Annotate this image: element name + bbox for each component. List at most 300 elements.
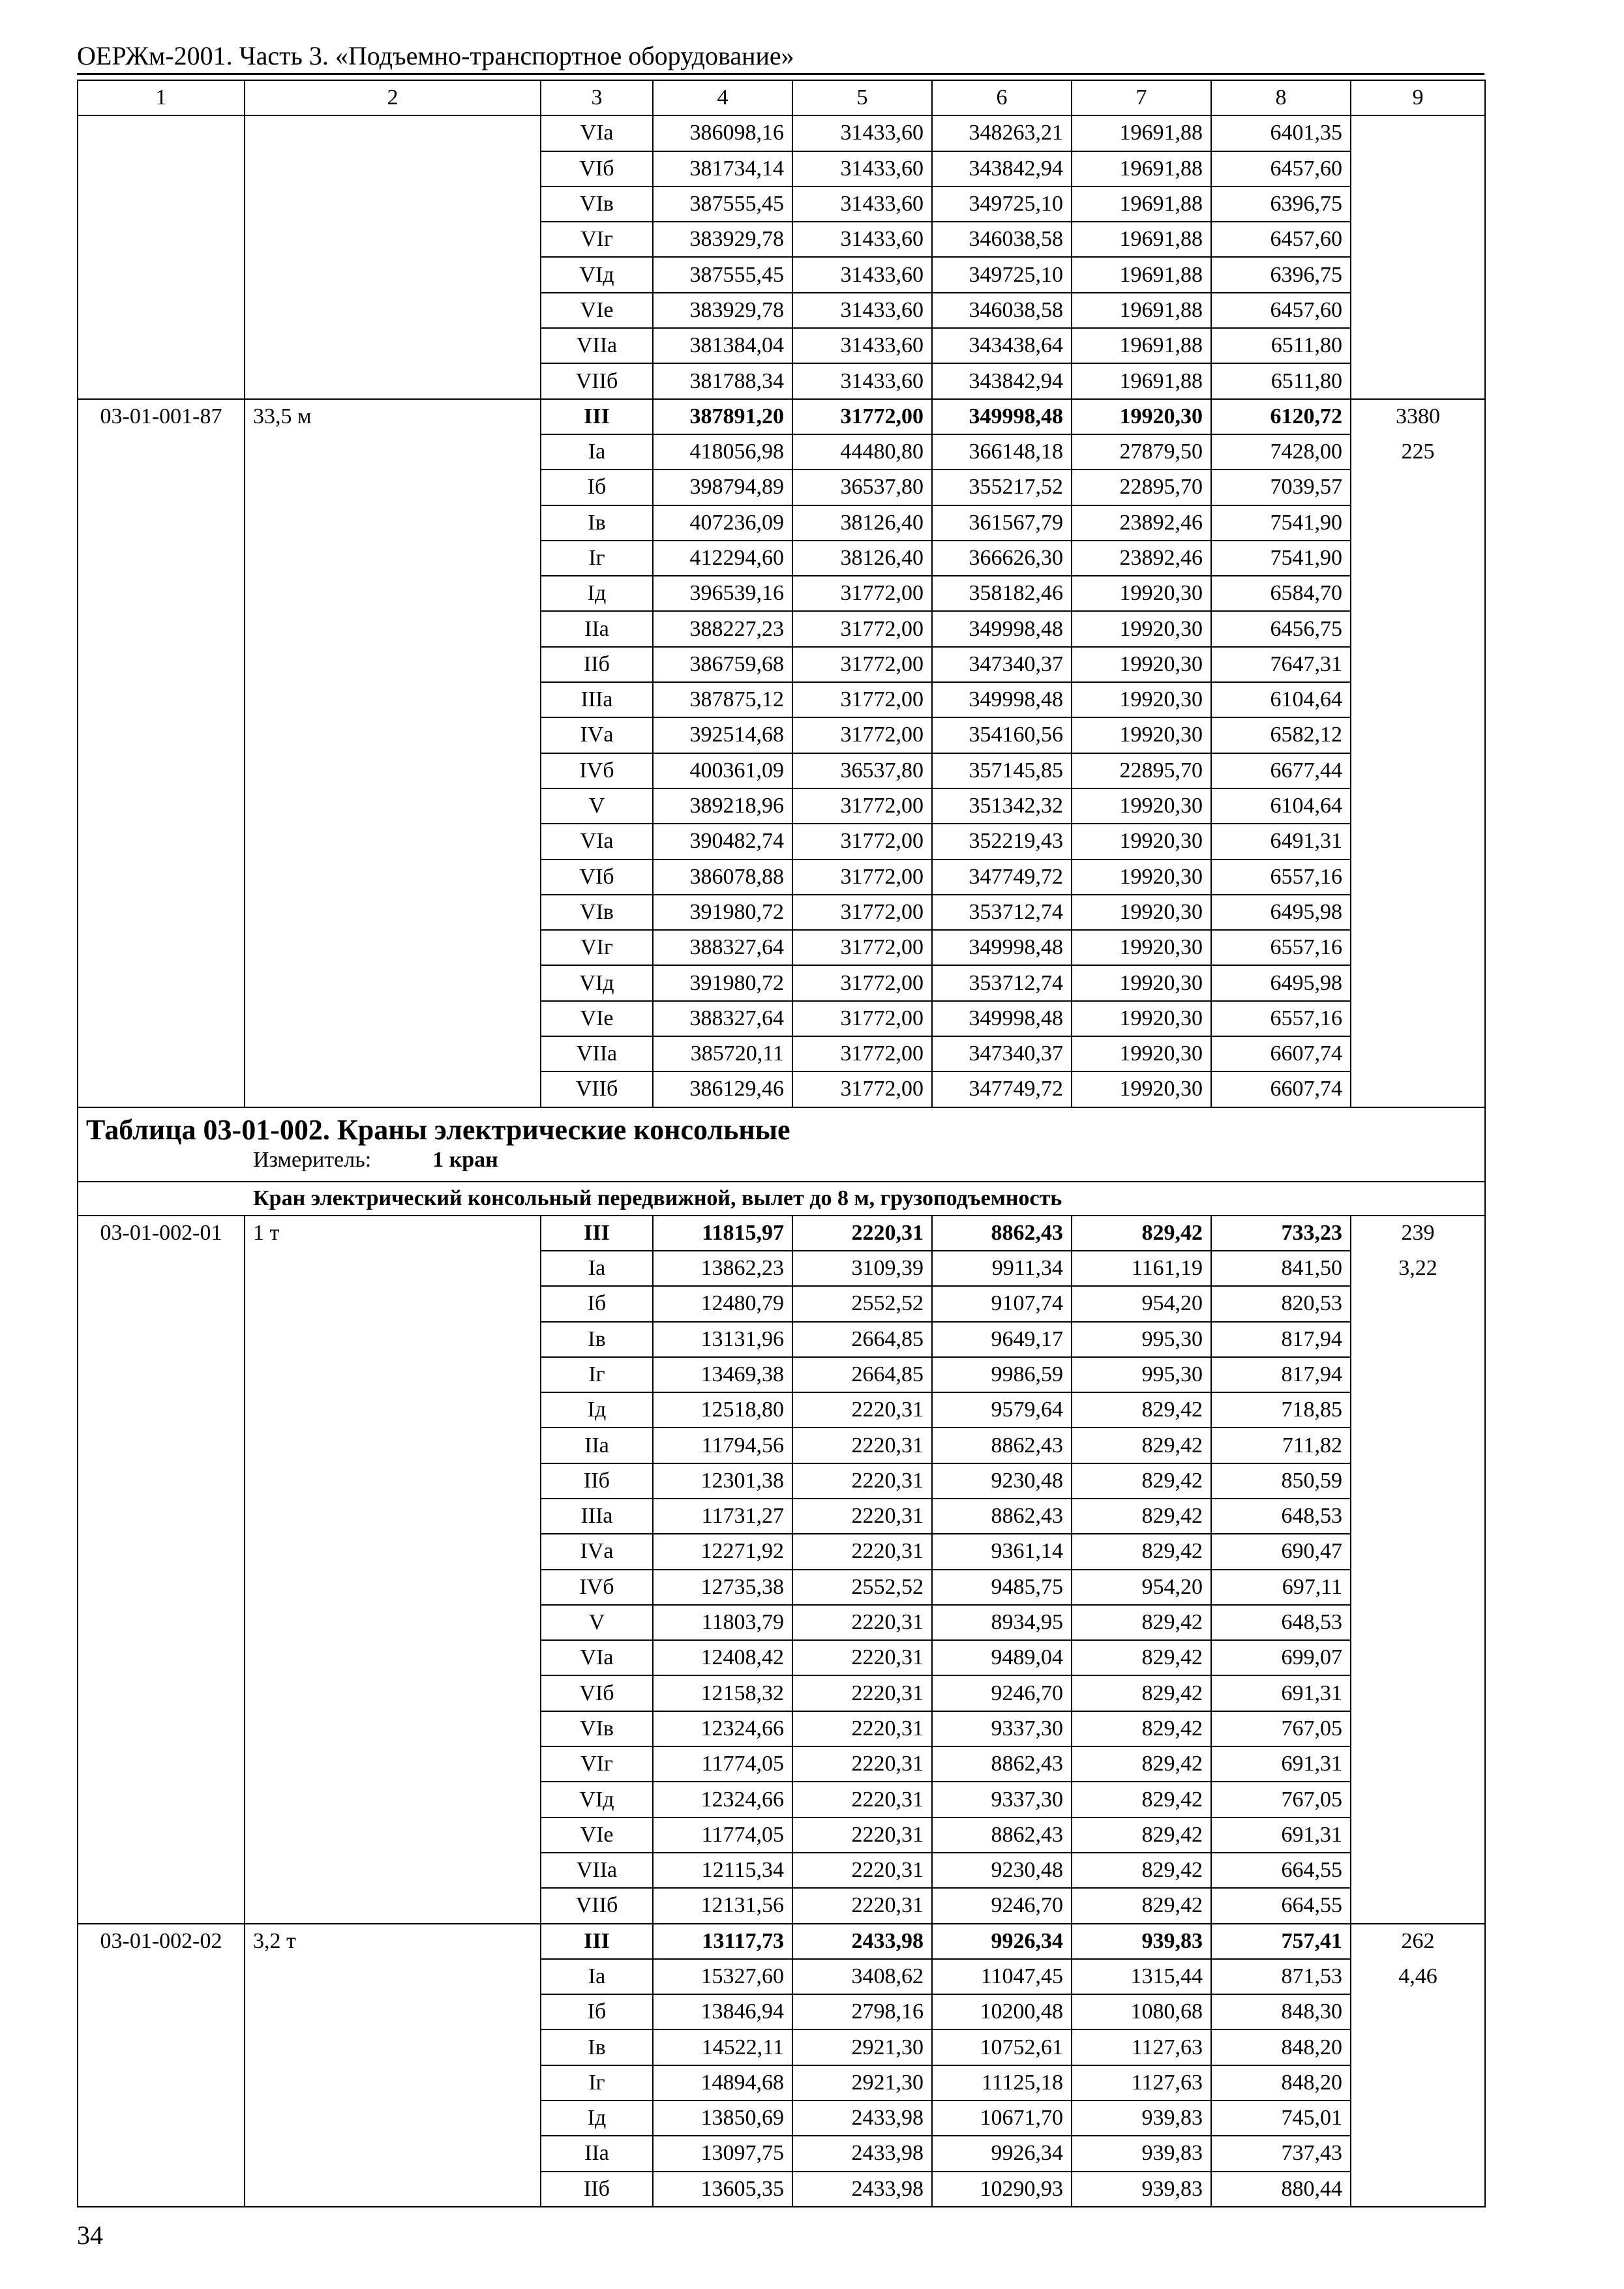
rate-code	[78, 257, 245, 292]
labor-cell	[1351, 1570, 1485, 1605]
total-cost-cell: 391980,72	[653, 965, 792, 1000]
rate-zone-row	[78, 860, 1485, 895]
total-cost-cell: 11731,27	[653, 1499, 792, 1534]
rate-name	[245, 151, 541, 187]
machine-cost-cell: 349998,48	[932, 399, 1072, 434]
materials-cost-cell: 6495,98	[1211, 965, 1351, 1000]
machinist-wages-cell: 19920,30	[1072, 1001, 1211, 1036]
wages-cell: 38126,40	[792, 541, 932, 576]
measure-value: 1 кран	[432, 1147, 498, 1172]
labor-cell	[1351, 1994, 1485, 2029]
machinist-wages-cell: 939,83	[1072, 1924, 1211, 1959]
machinist-wages-cell: 829,42	[1072, 1605, 1211, 1640]
wages-cell: 2220,31	[792, 1392, 932, 1428]
labor-cell	[1351, 187, 1485, 222]
rate-code	[78, 1357, 245, 1392]
labor-cell	[1351, 293, 1485, 328]
machine-cost-cell: 9246,70	[932, 1675, 1072, 1711]
rate-name	[245, 1853, 541, 1888]
total-cost-cell: 386078,88	[653, 860, 792, 895]
materials-cost-cell: 7039,57	[1211, 470, 1351, 505]
rate-zone-row	[78, 257, 1485, 292]
rate-name	[245, 1071, 541, 1107]
labor-cell	[1351, 2065, 1485, 2101]
rate-zone-row	[78, 753, 1485, 788]
materials-cost-cell: 6401,35	[1211, 115, 1351, 151]
labor-cell	[1351, 1001, 1485, 1036]
labor-cell	[1351, 788, 1485, 824]
total-cost-cell: 396539,16	[653, 576, 792, 611]
labor-cell	[1351, 965, 1485, 1000]
rate-code	[78, 1888, 245, 1923]
rate-code	[78, 2172, 245, 2207]
materials-cost-cell: 7647,31	[1211, 647, 1351, 682]
rate-code	[78, 1534, 245, 1569]
machine-cost-cell: 9926,34	[932, 1924, 1072, 1959]
rate-zone-row	[78, 1605, 1485, 1640]
machinist-wages-cell: 1161,19	[1072, 1251, 1211, 1286]
labor-cell: 4,46	[1351, 1959, 1485, 1994]
machinist-wages-cell: 829,42	[1072, 1428, 1211, 1463]
rate-name	[245, 1036, 541, 1071]
wages-cell: 2798,16	[792, 1994, 932, 2029]
machine-cost-cell: 9911,34	[932, 1251, 1072, 1286]
rate-zone-row	[78, 434, 1485, 470]
materials-cost-cell: 6607,74	[1211, 1071, 1351, 1107]
wages-cell: 2220,31	[792, 1818, 932, 1853]
rate-code	[78, 293, 245, 328]
materials-cost-cell: 691,31	[1211, 1818, 1351, 1853]
rate-name	[245, 1001, 541, 1036]
labor-cell	[1351, 1036, 1485, 1071]
materials-cost-cell: 648,53	[1211, 1605, 1351, 1640]
wages-cell: 31772,00	[792, 647, 932, 682]
machine-cost-cell: 9230,48	[932, 1463, 1072, 1499]
labor-cell	[1351, 151, 1485, 187]
rate-code	[78, 1463, 245, 1499]
rate-zone-row	[78, 1322, 1485, 1357]
materials-cost-cell: 6511,80	[1211, 363, 1351, 398]
rate-code	[78, 1994, 245, 2029]
machine-cost-cell: 9337,30	[932, 1711, 1072, 1746]
labor-cell: 262	[1351, 1924, 1485, 1959]
rate-code	[78, 788, 245, 824]
zone-cell: VIд	[541, 965, 653, 1000]
machinist-wages-cell: 19691,88	[1072, 363, 1211, 398]
machine-cost-cell: 9107,74	[932, 1286, 1072, 1321]
rate-code	[78, 895, 245, 930]
total-cost-cell: 12735,38	[653, 1570, 792, 1605]
rate-code	[78, 1001, 245, 1036]
rate-name	[245, 1463, 541, 1499]
table-title-cell	[78, 1107, 1485, 1182]
machinist-wages-cell: 829,42	[1072, 1216, 1211, 1251]
rate-code: 03-01-002-02	[78, 1924, 245, 1959]
rate-code	[78, 1640, 245, 1675]
machine-cost-cell: 349725,10	[932, 257, 1072, 292]
rate-name	[245, 1357, 541, 1392]
total-cost-cell: 387875,12	[653, 682, 792, 717]
labor-cell	[1351, 1322, 1485, 1357]
rate-code	[78, 1605, 245, 1640]
rate-zone-row	[78, 2029, 1485, 2065]
machine-cost-cell: 348263,21	[932, 115, 1072, 151]
rate-name	[245, 1605, 541, 1640]
materials-cost-cell: 691,31	[1211, 1675, 1351, 1711]
machinist-wages-cell: 954,20	[1072, 1286, 1211, 1321]
zone-cell: VIIб	[541, 1071, 653, 1107]
rates-table	[77, 80, 1486, 2207]
total-cost-cell: 12158,32	[653, 1675, 792, 1711]
rate-zone-row	[78, 115, 1485, 151]
wages-cell: 31433,60	[792, 151, 932, 187]
rate-code	[78, 1251, 245, 1286]
materials-cost-cell: 6457,60	[1211, 151, 1351, 187]
rate-name	[245, 1711, 541, 1746]
wages-cell: 2433,98	[792, 2101, 932, 2136]
materials-cost-cell: 850,59	[1211, 1463, 1351, 1499]
machinist-wages-cell: 19920,30	[1072, 965, 1211, 1000]
header-rule	[77, 73, 1484, 75]
total-cost-cell: 13469,38	[653, 1357, 792, 1392]
zone-cell: IIIа	[541, 682, 653, 717]
zone-cell: V	[541, 788, 653, 824]
materials-cost-cell: 757,41	[1211, 1924, 1351, 1959]
labor-cell: 3380	[1351, 399, 1485, 434]
materials-cost-cell: 871,53	[1211, 1959, 1351, 1994]
rate-name	[245, 1286, 541, 1321]
labor-cell	[1351, 1818, 1485, 1853]
labor-cell	[1351, 2101, 1485, 2136]
machinist-wages-cell: 829,42	[1072, 1711, 1211, 1746]
rate-name	[245, 930, 541, 965]
rate-name	[245, 1499, 541, 1534]
rate-code	[78, 470, 245, 505]
rate-name	[245, 257, 541, 292]
rate-zone-row	[78, 611, 1485, 646]
zone-cell: VIв	[541, 1711, 653, 1746]
zone-cell: IIб	[541, 2172, 653, 2207]
total-cost-cell: 11803,79	[653, 1605, 792, 1640]
labor-cell	[1351, 1392, 1485, 1428]
rate-main-row	[78, 1924, 1485, 1959]
rate-zone-row	[78, 2136, 1485, 2171]
zone-cell: Iб	[541, 1286, 653, 1321]
total-cost-cell: 12324,66	[653, 1711, 792, 1746]
rate-name	[245, 1251, 541, 1286]
materials-cost-cell: 7428,00	[1211, 434, 1351, 470]
wages-cell: 31772,00	[792, 1071, 932, 1107]
total-cost-cell: 386098,16	[653, 115, 792, 151]
total-cost-cell: 388327,64	[653, 930, 792, 965]
zone-cell: VIб	[541, 860, 653, 895]
wages-cell: 2220,31	[792, 1888, 932, 1923]
rate-name	[245, 1428, 541, 1463]
total-cost-cell: 388227,23	[653, 611, 792, 646]
total-cost-cell: 383929,78	[653, 293, 792, 328]
rate-code	[78, 824, 245, 859]
column-number: 1	[78, 80, 245, 115]
column-number: 9	[1351, 80, 1485, 115]
wages-cell: 2220,31	[792, 1499, 932, 1534]
zone-cell: IVа	[541, 717, 653, 753]
machinist-wages-cell: 22895,70	[1072, 470, 1211, 505]
wages-cell: 2220,31	[792, 1216, 932, 1251]
machinist-wages-cell: 829,42	[1072, 1499, 1211, 1534]
zone-cell: VIе	[541, 1001, 653, 1036]
labor-cell	[1351, 576, 1485, 611]
zone-cell: VIг	[541, 222, 653, 257]
wages-cell: 2433,98	[792, 2136, 932, 2171]
total-cost-cell: 14894,68	[653, 2065, 792, 2101]
rate-zone-row	[78, 1286, 1485, 1321]
machine-cost-cell: 353712,74	[932, 895, 1072, 930]
wages-cell: 31433,60	[792, 115, 932, 151]
wages-cell: 38126,40	[792, 505, 932, 541]
labor-cell	[1351, 1428, 1485, 1463]
materials-cost-cell: 820,53	[1211, 1286, 1351, 1321]
machinist-wages-cell: 19920,30	[1072, 647, 1211, 682]
machine-cost-cell: 349998,48	[932, 1001, 1072, 1036]
rate-zone-row	[78, 1818, 1485, 1853]
rate-name	[245, 576, 541, 611]
wages-cell: 2220,31	[792, 1711, 932, 1746]
rate-name	[245, 1392, 541, 1428]
rate-code	[78, 1853, 245, 1888]
total-cost-cell: 383929,78	[653, 222, 792, 257]
wages-cell: 36537,80	[792, 753, 932, 788]
machine-cost-cell: 347749,72	[932, 1071, 1072, 1107]
materials-cost-cell: 6557,16	[1211, 860, 1351, 895]
zone-cell: Iа	[541, 1959, 653, 1994]
machinist-wages-cell: 829,42	[1072, 1782, 1211, 1817]
labor-cell	[1351, 1357, 1485, 1392]
machine-cost-cell: 353712,74	[932, 965, 1072, 1000]
rate-zone-row	[78, 895, 1485, 930]
machine-cost-cell: 10752,61	[932, 2029, 1072, 2065]
zone-cell: VIа	[541, 1640, 653, 1675]
labor-cell	[1351, 1675, 1485, 1711]
total-cost-cell: 407236,09	[653, 505, 792, 541]
materials-cost-cell: 690,47	[1211, 1534, 1351, 1569]
total-cost-cell: 15327,60	[653, 1959, 792, 1994]
machine-cost-cell: 343842,94	[932, 363, 1072, 398]
rate-name	[245, 1888, 541, 1923]
zone-cell: Iв	[541, 1322, 653, 1357]
rate-code	[78, 541, 245, 576]
machinist-wages-cell: 829,42	[1072, 1640, 1211, 1675]
zone-cell: VIе	[541, 293, 653, 328]
rate-name	[245, 541, 541, 576]
zone-cell: Iб	[541, 1994, 653, 2029]
machinist-wages-cell: 829,42	[1072, 1888, 1211, 1923]
total-cost-cell: 385720,11	[653, 1036, 792, 1071]
machinist-wages-cell: 829,42	[1072, 1463, 1211, 1499]
wages-cell: 31772,00	[792, 717, 932, 753]
machinist-wages-cell: 19691,88	[1072, 328, 1211, 363]
labor-cell	[1351, 1286, 1485, 1321]
labor-cell	[1351, 2029, 1485, 2065]
zone-cell: III	[541, 399, 653, 434]
rate-name	[245, 1782, 541, 1817]
machine-cost-cell: 354160,56	[932, 717, 1072, 753]
column-number: 5	[792, 80, 932, 115]
rate-name	[245, 965, 541, 1000]
zone-cell: V	[541, 1605, 653, 1640]
rate-name	[245, 505, 541, 541]
materials-cost-cell: 699,07	[1211, 1640, 1351, 1675]
rate-zone-row	[78, 505, 1485, 541]
zone-cell: Iа	[541, 434, 653, 470]
wages-cell: 36537,80	[792, 470, 932, 505]
wages-cell: 2433,98	[792, 2172, 932, 2207]
rate-name	[245, 2101, 541, 2136]
labor-cell	[1351, 1853, 1485, 1888]
machine-cost-cell: 361567,79	[932, 505, 1072, 541]
wages-cell: 31772,00	[792, 682, 932, 717]
machinist-wages-cell: 829,42	[1072, 1746, 1211, 1782]
rate-name	[245, 647, 541, 682]
wages-cell: 2220,31	[792, 1640, 932, 1675]
zone-cell: Iг	[541, 1357, 653, 1392]
machine-cost-cell: 349998,48	[932, 682, 1072, 717]
rate-name	[245, 434, 541, 470]
machine-cost-cell: 349998,48	[932, 930, 1072, 965]
rate-zone-row	[78, 1994, 1485, 2029]
materials-cost-cell: 880,44	[1211, 2172, 1351, 2207]
rate-code	[78, 1746, 245, 1782]
total-cost-cell: 12324,66	[653, 1782, 792, 1817]
rate-name	[245, 1534, 541, 1569]
rate-zone-row	[78, 1570, 1485, 1605]
rate-zone-row	[78, 1499, 1485, 1534]
zone-cell: VIб	[541, 151, 653, 187]
labor-cell	[1351, 222, 1485, 257]
total-cost-cell: 12480,79	[653, 1286, 792, 1321]
rate-name	[245, 187, 541, 222]
total-cost-cell: 387891,20	[653, 399, 792, 434]
rate-zone-row	[78, 1711, 1485, 1746]
zone-cell: VIг	[541, 930, 653, 965]
rate-code	[78, 2101, 245, 2136]
rate-code	[78, 611, 245, 646]
total-cost-cell: 386759,68	[653, 647, 792, 682]
wages-cell: 2220,31	[792, 1853, 932, 1888]
total-cost-cell: 14522,11	[653, 2029, 792, 2065]
machinist-wages-cell: 22895,70	[1072, 753, 1211, 788]
rate-code	[78, 187, 245, 222]
materials-cost-cell: 7541,90	[1211, 541, 1351, 576]
materials-cost-cell: 6677,44	[1211, 753, 1351, 788]
machinist-wages-cell: 19920,30	[1072, 717, 1211, 753]
materials-cost-cell: 6457,60	[1211, 293, 1351, 328]
rate-name	[245, 1959, 541, 1994]
rate-zone-row	[78, 1534, 1485, 1569]
rate-code	[78, 647, 245, 682]
labor-cell	[1351, 257, 1485, 292]
materials-cost-cell: 848,20	[1211, 2065, 1351, 2101]
machinist-wages-cell: 23892,46	[1072, 505, 1211, 541]
column-number: 8	[1211, 80, 1351, 115]
machine-cost-cell: 11125,18	[932, 2065, 1072, 2101]
rate-code	[78, 2029, 245, 2065]
machine-cost-cell: 9579,64	[932, 1392, 1072, 1428]
machinist-wages-cell: 1315,44	[1072, 1959, 1211, 1994]
rate-code: 03-01-001-87	[78, 399, 245, 434]
rate-code	[78, 965, 245, 1000]
total-cost-cell: 390482,74	[653, 824, 792, 859]
rate-name	[245, 2172, 541, 2207]
labor-cell	[1351, 1463, 1485, 1499]
machine-cost-cell: 10200,48	[932, 1994, 1072, 2029]
rate-code	[78, 1286, 245, 1321]
total-cost-cell: 12271,92	[653, 1534, 792, 1569]
rate-code	[78, 1782, 245, 1817]
materials-cost-cell: 6511,80	[1211, 328, 1351, 363]
rate-code	[78, 1322, 245, 1357]
rate-code	[78, 2065, 245, 2101]
labor-cell	[1351, 717, 1485, 753]
machinist-wages-cell: 1080,68	[1072, 1994, 1211, 2029]
machine-cost-cell: 8862,43	[932, 1818, 1072, 1853]
machine-cost-cell: 9485,75	[932, 1570, 1072, 1605]
machinist-wages-cell: 19920,30	[1072, 1036, 1211, 1071]
rate-zone-row	[78, 1071, 1485, 1107]
rate-name	[245, 2136, 541, 2171]
machine-cost-cell: 347340,37	[932, 647, 1072, 682]
materials-cost-cell: 817,94	[1211, 1322, 1351, 1357]
total-cost-cell: 418056,98	[653, 434, 792, 470]
rate-code: 03-01-002-01	[78, 1216, 245, 1251]
machinist-wages-cell: 939,83	[1072, 2136, 1211, 2171]
zone-cell: Iв	[541, 505, 653, 541]
wages-cell: 2220,31	[792, 1675, 932, 1711]
total-cost-cell: 13131,96	[653, 1322, 792, 1357]
rate-zone-row	[78, 293, 1485, 328]
rate-zone-row	[78, 788, 1485, 824]
rate-zone-row	[78, 151, 1485, 187]
rate-name	[245, 1994, 541, 2029]
wages-cell: 31772,00	[792, 860, 932, 895]
total-cost-cell: 13846,94	[653, 1994, 792, 2029]
materials-cost-cell: 7541,90	[1211, 505, 1351, 541]
wages-cell: 31772,00	[792, 930, 932, 965]
labor-cell	[1351, 824, 1485, 859]
rate-code	[78, 1071, 245, 1107]
rate-name: 1 т	[245, 1216, 541, 1251]
zone-cell: VIв	[541, 187, 653, 222]
zone-cell: VIIа	[541, 1036, 653, 1071]
machine-cost-cell: 357145,85	[932, 753, 1072, 788]
zone-cell: III	[541, 1924, 653, 1959]
rate-zone-row	[78, 541, 1485, 576]
rate-code	[78, 1499, 245, 1534]
machine-cost-cell: 352219,43	[932, 824, 1072, 859]
total-cost-cell: 13117,73	[653, 1924, 792, 1959]
machine-cost-cell: 9489,04	[932, 1640, 1072, 1675]
labor-cell	[1351, 2136, 1485, 2171]
rate-code	[78, 1036, 245, 1071]
labor-cell	[1351, 895, 1485, 930]
zone-cell: VIIа	[541, 328, 653, 363]
machine-cost-cell: 8862,43	[932, 1499, 1072, 1534]
zone-cell: IIIа	[541, 1499, 653, 1534]
zone-cell: Iв	[541, 2029, 653, 2065]
machine-cost-cell: 351342,32	[932, 788, 1072, 824]
machinist-wages-cell: 939,83	[1072, 2101, 1211, 2136]
zone-cell: VIа	[541, 824, 653, 859]
labor-cell	[1351, 1711, 1485, 1746]
